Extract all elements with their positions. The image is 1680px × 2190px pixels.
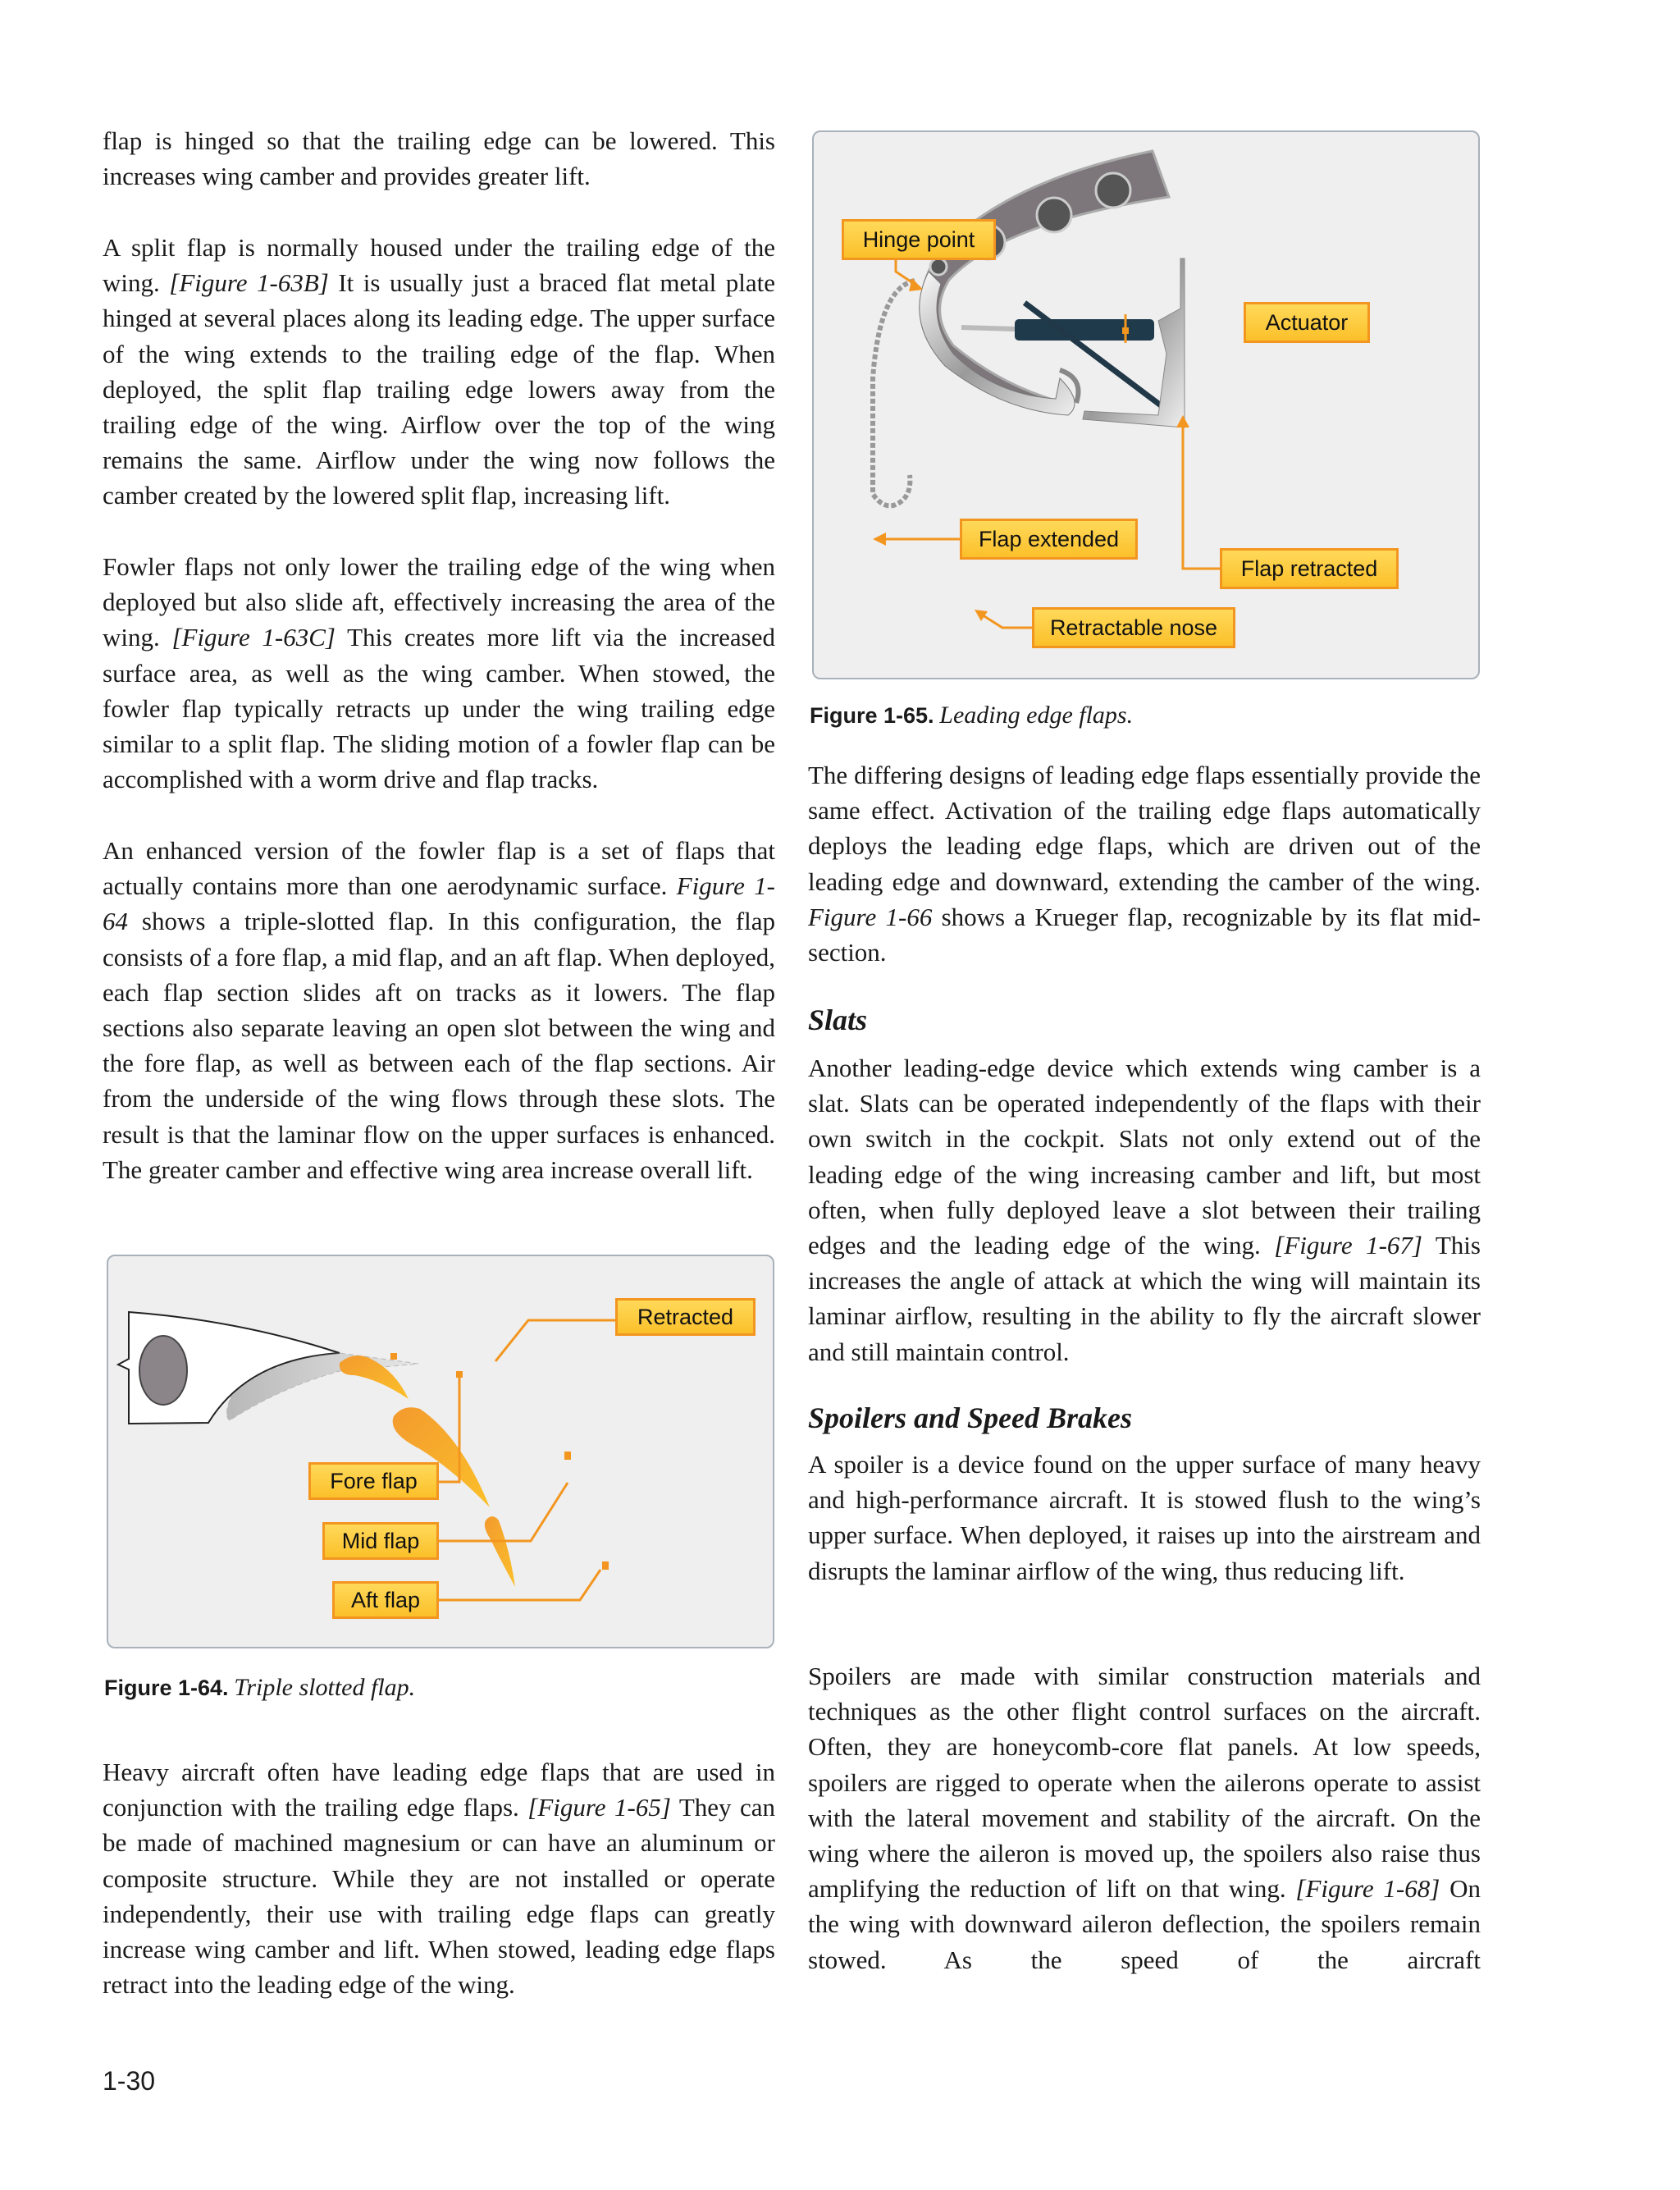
figure-reference: Figure 1-66 (808, 902, 933, 931)
figure-reference: [Figure 1-63B] (169, 268, 329, 298)
text-segment: It is usually just a braced flat metal plate hinged at several places along its leading edge. The upper surface of the wing extends to the trailing edge of the flap. When deployed, the split flap trailing edge lowers away from the trailing edge of the wing. Airflow over the top of the wing remains the same. Airflow under the wing now follows the camber created by the lowered split flap, increasing lift. (103, 268, 776, 510)
label-hinge-point: Hinge point (842, 219, 996, 260)
text-segment: A spoiler is a device found on the upper surface of many heavy and high-performance aircraft. It is stowed flush to the wing’s upper surface. When deployed, it raises up into the airstream and disrupts the laminar airflow of the wing, thus reducing lift. (808, 1450, 1481, 1585)
label-fore-flap: Fore flap (308, 1462, 439, 1500)
paragraph-slats (808, 1050, 1481, 1369)
text-segment: Fowler flaps not only lower the trailing edge of the wing when deployed but also slide aft, effectively increasing the area of the wing. (103, 552, 775, 652)
paragraph-spoiler-construction (808, 1658, 1481, 1977)
section-heading-slats: Slats (808, 1004, 868, 1036)
text-segment: This creates more lift via the increased surface area, as well as the wing camber. When stowed, the fowler flap typically retracts up under the wing trailing edge similar to a split flap. The sliding motion of a fowler flap can be accomplished with a worm drive and flap tracks. (103, 623, 776, 794)
text-segment: Heavy aircraft often have leading edge flaps that are used in conjunction with the trailing edge flaps. (103, 1758, 775, 1822)
figure-reference: Figure 1-64 (103, 871, 775, 936)
figure-caption-1-65 (810, 702, 1133, 729)
text-segment: shows a triple-slotted flap. In this configuration, the flap consists of a fore flap, a mid flap, and an aft flap. When deployed, each flap section slides aft on tracks as it lowers. The flap sections also separate leaving an open slot between the wing and the fore flap, as well as between each of the flap sections. Air from the underside of the wing flows through these slots. The result is that the laminar flow on the upper surfaces is enhanced. The greater camber and effective wing area increase overall lift. (103, 907, 775, 1184)
figure-number: Figure 1-64. (104, 1676, 229, 1700)
label-retracted: Retracted (615, 1298, 756, 1336)
actuator-cylinder (1015, 319, 1154, 341)
paragraph-spoiler-definition (808, 1447, 1481, 1589)
label-retractable-nose: Retractable nose (1032, 607, 1235, 648)
text-segment: shows a Krueger flap, recognizable by its flat mid-section. (808, 902, 1481, 967)
paragraph-leading-edge-flaps (103, 1754, 775, 2002)
figure-triple-slotted-flap (107, 1255, 774, 1648)
figure-title: Triple slotted flap. (234, 1674, 416, 1701)
page-number: 1-30 (103, 2066, 156, 2096)
diagonal-link (1025, 303, 1161, 405)
actuator-rod (961, 327, 1015, 329)
label-aft-flap: Aft flap (332, 1581, 439, 1619)
retractable-nose-extended (873, 281, 915, 505)
label-flap-retracted: Flap retracted (1220, 548, 1399, 589)
text-segment: Spoilers are made with similar construction materials and techniques as the other flight control surfaces on the aircraft. Often, they are honeycomb-core flat panels. At low speeds, spoilers are rigged to operate when the ailerons operate to assist with the lateral movement and stability of the aircraft. On the wing where the aileron is moved up, the spoilers also raise thus amplifying the reduction of lift on that wing. (808, 1662, 1481, 1904)
paragraph-split-flap (103, 230, 775, 514)
label-flap-extended: Flap extended (960, 519, 1138, 560)
wing-spar-hole (139, 1336, 187, 1405)
leading-edge-flap-illustration (814, 132, 1478, 678)
text-segment: A split flap is normally housed under the trailing edge of the wing. (103, 233, 775, 298)
text-segment: An enhanced version of the fowler flap is a set of flaps that actually contains more than one aerodynamic surface. (103, 836, 775, 901)
label-actuator: Actuator (1244, 302, 1370, 343)
section-heading-spoilers: Spoilers and Speed Brakes (808, 1401, 1133, 1434)
paragraph-triple-slotted (103, 833, 775, 1187)
figure-reference: [Figure 1-67] (1274, 1231, 1422, 1260)
text-segment: flap is hinged so that the trailing edge can be lowered. This increases wing camber and provides greater lift. (103, 126, 775, 191)
figure-reference: [Figure 1-65] (527, 1793, 671, 1822)
figure-leading-edge-flaps (812, 130, 1480, 679)
aft-flap (485, 1516, 515, 1587)
paragraph-leading-edge-designs (808, 757, 1481, 970)
label-mid-flap: Mid flap (322, 1522, 439, 1560)
figure-title: Leading edge flaps. (939, 702, 1134, 729)
text-segment: Another leading-edge device which extends wing camber is a slat. Slats can be operated independently of the flaps with their own switch in the cockpit. Slats not only extend out of the leading edge of the wing increasing camber and lift, but most often, when fully deployed leave a slot between their trailing edges and the leading edge of the wing. (808, 1054, 1481, 1260)
paragraph-plain-flap-end (103, 123, 775, 194)
figure-reference: [Figure 1-63C] (171, 623, 336, 652)
paragraph-fowler-flap (103, 549, 775, 797)
text-segment: On the wing with downward aileron deflection, the spoilers remain stowed. As the speed of the aircraft (808, 1874, 1481, 1974)
figure-reference: [Figure 1-68] (1295, 1874, 1440, 1904)
figure-number: Figure 1-65. (810, 703, 934, 728)
figure-caption-1-64 (104, 1674, 415, 1702)
bracket (1083, 258, 1185, 427)
text-segment: The differing designs of leading edge flaps essentially provide the same effect. Activation of the trailing edge flaps automatically deploys the leading edge flaps, which are driven out of the leading edge and downward, extending the camber of the wing. (808, 761, 1481, 896)
text-segment: They can be made of machined magnesium or can have an aluminum or composite structure. While they are not installed or operate independently, their use with trailing edge flaps can greatly increase wing camber and lift. When stowed, leading edge flaps retract into the leading edge of the wing. (103, 1793, 776, 2000)
text-segment: This increases the angle of attack at which the wing will maintain its laminar airflow, resulting in the ability to fly the aircraft slower and still maintain control. (808, 1231, 1481, 1366)
